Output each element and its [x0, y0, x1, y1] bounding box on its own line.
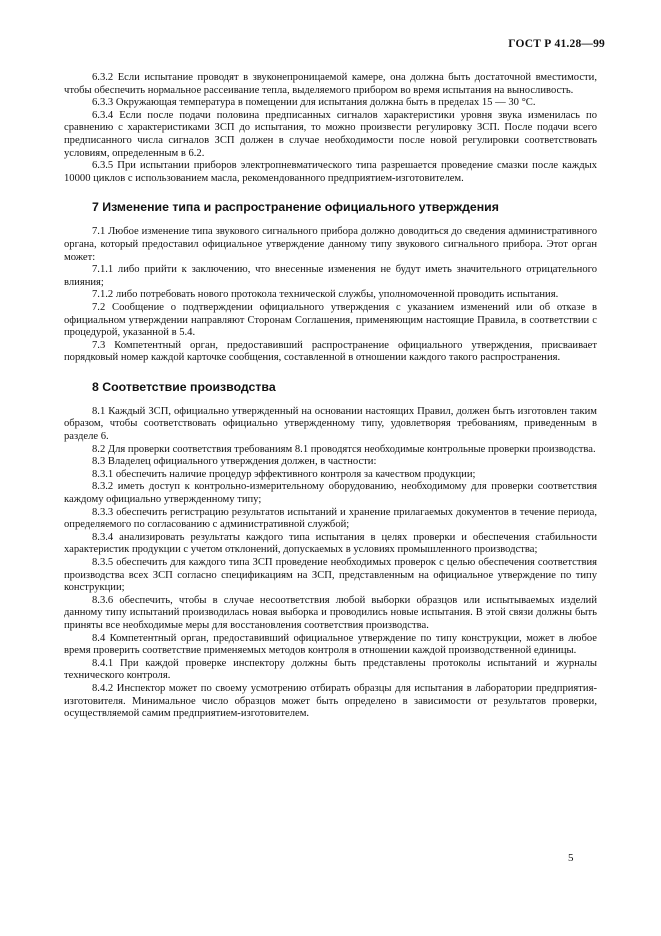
page-header-standard-title: ГОСТ Р 41.28—99: [508, 38, 605, 50]
section-7-heading: 7 Изменение типа и распространение официального утверждения: [92, 200, 499, 215]
paragraph-6-3-5: 6.3.5 При испытании приборов электропневматического типа разрешается проведение смазки после каждых 10000 циклов с использованием масла, рекомендованного предприятием-изготовителем.: [64, 160, 597, 184]
paragraph-7-1: 7.1 Любое изменение типа звукового сигнального прибора должно доводиться до сведения административного органа, который предоставил официальное утверждение данному типу звукового сигнального прибора. Этот орган может:: [64, 226, 597, 263]
paragraph-6-3-4: 6.3.4 Если после подачи половина предписанных сигналов характеристики уровня звука изменилась по сравнению с характеристиками ЗСП до испытания, то можно произвести регулировку ЗСП. После подачи всего предписанного числа сигналов ЗСП должен в случае необходимости после новой регулировки соответствовать условиям, определенным в 6.2.: [64, 109, 597, 159]
document-body: [64, 72, 597, 721]
paragraph-7-1-2: 7.1.2 либо потребовать нового протокола технической службы, уполномоченной проводить испытания.: [92, 289, 559, 301]
paragraph-7-3: 7.3 Компетентный орган, предоставивший распространение официального утверждения, присваивает порядковый номер каждой карточке сообщения, составленной в отношении каждого такого распространения.: [64, 339, 597, 364]
paragraph-6-3-2: 6.3.2 Если испытание проводят в звуконепроницаемой камере, она должна быть достаточной вместимости, чтобы обеспечить нормальное рассеивание тепла, выделяемого прибором во время испытания на выносливость.: [64, 72, 597, 96]
paragraph-8-4: 8.4 Компетентный орган, предоставивший официальное утверждение по типу конструкции, может в любое время проверить соответствие применяемых методов контроля в отношении каждой производственной единицы.: [64, 632, 597, 657]
page-number: 5: [568, 852, 574, 864]
paragraph-8-3-5: 8.3.5 обеспечить для каждого типа ЗСП проведение необходимых проверок с целью обеспечения соответствия производства всех ЗСП согласно спецификациям на ЗСП, представленным на официальное утверждение по типу конструкции;: [64, 557, 597, 594]
paragraph-7-2: 7.2 Сообщение о подтверждении официального утверждения с указанием изменений или об отказе в официальном утверждении направляют Сторонам Соглашения, применяющим настоящие Правила, в соответствии с процедурой, указанной в 5.4.: [64, 301, 597, 339]
paragraph-8-4-1: 8.4.1 При каждой проверке инспектору должны быть представлены протоколы испытаний и журналы технического контроля.: [64, 657, 597, 682]
paragraph-8-3-1: 8.3.1 обеспечить наличие процедур эффективного контроля за качеством продукции;: [92, 468, 476, 480]
paragraph-7-1-1: 7.1.1 либо прийти к заключению, что внесенные изменения не будут иметь значительного отрицательного влияния;: [64, 264, 597, 288]
paragraph-8-3: 8.3 Владелец официального утверждения должен, в частности:: [92, 456, 377, 468]
paragraph-6-3-3: 6.3.3 Окружающая температура в помещении для испытания должна быть в пределах 15 — 30 °С.: [92, 97, 536, 109]
paragraph-8-3-2: 8.3.2 иметь доступ к контрольно-измерительному оборудованию, необходимому для проверки соответствия каждому официально утвержденному типу;: [64, 481, 597, 506]
paragraph-8-2: 8.2 Для проверки соответствия требованиям 8.1 проводятся необходимые контрольные проверки производства.: [92, 443, 596, 455]
section-8-heading: 8 Соответствие производства: [92, 379, 276, 394]
paragraph-8-3-3: 8.3.3 обеспечить регистрацию результатов испытаний и хранение прилагаемых документов в течение периода, определяемого по согласованию с административной службой;: [64, 506, 597, 531]
paragraph-8-1: 8.1 Каждый ЗСП, официально утвержденный на основании настоящих Правил, должен быть изготовлен таким образом, чтобы соответствовать официально утвержденному типу, удовлетворяя требованиям, приведенным в разделе 6.: [64, 405, 597, 443]
paragraph-8-3-4: 8.3.4 анализировать результаты каждого типа испытания в целях проверки и обеспечения стабильности характеристик продукции с учетом отклонений, допускаемых в условиях промышленного производства;: [64, 531, 597, 556]
paragraph-8-4-2: 8.4.2 Инспектор может по своему усмотрению отбирать образцы для испытания в лаборатории предприятия-изготовителя. Минимальное число образцов может быть определено в зависимости от результатов проверки, осуществляемой самим предприятием-изготовителем.: [64, 682, 597, 720]
paragraph-8-3-6: 8.3.6 обеспечить, чтобы в случае несоответствия любой выборки образцов или испытываемых изделий данному типу испытаний производилась новая выборка и проводились новые испытания. В этой связи должны быть приняты все необходимые меры для восстановления соответствия производства.: [64, 594, 597, 631]
